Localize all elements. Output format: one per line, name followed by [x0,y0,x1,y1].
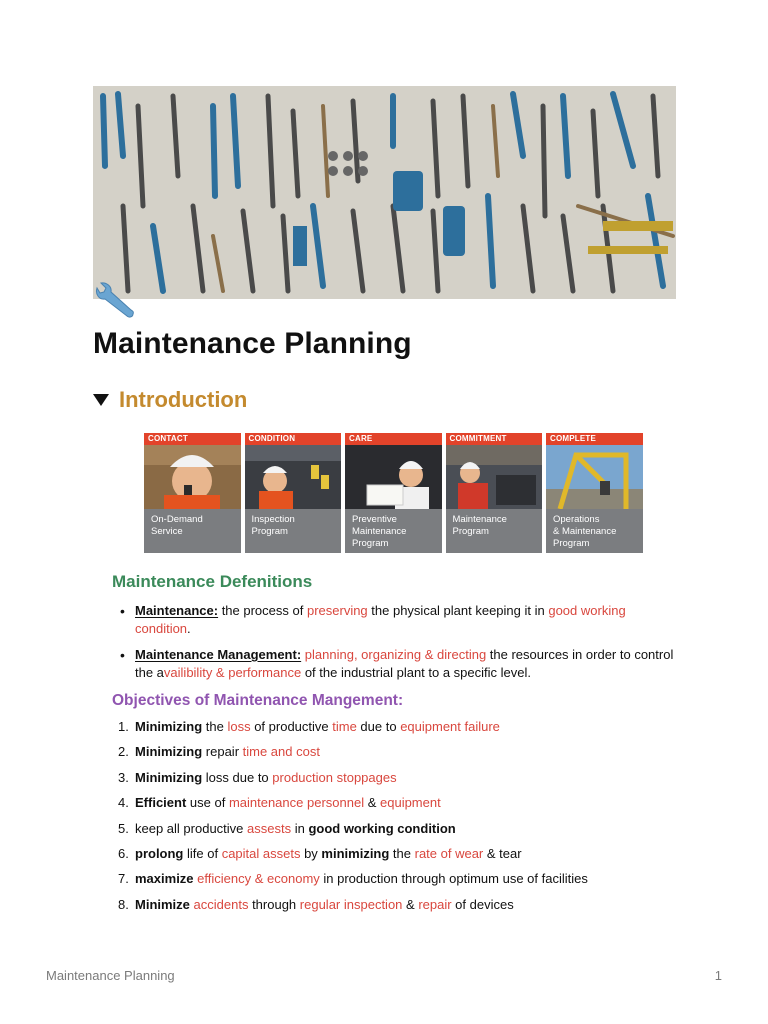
highlighted-text: regular inspection [299,896,403,912]
card-caption: Maintenance Program [446,509,543,553]
highlighted-text: good working condition [135,603,626,636]
text-run: the [389,845,415,861]
bold-text: Minimizing [135,769,203,785]
highlighted-text: equipment failure [400,719,500,734]
text-run: the physical plant keeping it in [367,603,549,618]
card-contact [144,433,241,553]
highlighted-text: planning, organizing & directing [304,647,487,662]
item-text [135,846,522,861]
definition-item [112,602,682,638]
item-text [135,744,320,759]
card-condition [245,433,342,553]
list-item [112,769,682,794]
highlighted-text: repair [418,896,452,912]
text-run: of the industrial plant to a specific level. [301,665,531,680]
list-item [112,743,682,768]
text-run: & tear [483,845,522,861]
item-number: 1. [118,719,129,734]
definitions-list [112,602,682,682]
item-text [135,719,500,734]
list-item [112,718,682,743]
item-text [135,795,441,810]
card-header: COMPLETE [546,433,643,445]
text-run: . [187,621,191,636]
card-commitment [446,433,543,553]
item-number: 2. [118,744,129,760]
card-complete [546,433,643,553]
card-caption: Preventive Maintenance Program [345,509,442,553]
item-number: 4. [118,795,129,811]
service-cards [144,433,643,553]
card-photo [245,445,342,509]
highlighted-text: preserving [306,603,368,618]
card-photo [546,445,643,509]
text-run: in production through optimum use of facilities [319,871,588,887]
content [112,570,682,921]
text-run: & [364,795,380,811]
highlighted-text: time and cost [242,744,320,760]
card-photo [144,445,241,509]
text-run: due to [356,719,401,734]
highlighted-text: accidents [193,896,249,912]
bold-text: Minimize [135,896,190,912]
highlighted-text: assests [247,820,292,836]
highlighted-text: capital assets [221,845,301,861]
text-run: by [300,845,322,861]
page-title: Maintenance Planning [93,327,412,360]
list-item [112,896,682,921]
bold-text: prolong [135,845,184,861]
introduction-toggle[interactable] [93,384,247,416]
text-run: use of [186,795,229,811]
highlighted-text: efficiency & economy [197,871,320,887]
card-header: CONDITION [245,433,342,445]
bold-text: maximize [135,871,194,887]
footer-title: Maintenance Planning [46,968,175,983]
card-photo [345,445,442,509]
text-run: life of [183,845,222,861]
definition-term: Maintenance: [135,603,219,618]
wrench-icon [93,280,143,320]
text-run: through [248,896,300,912]
highlighted-text: rate of wear [414,845,484,861]
list-item [112,794,682,819]
highlighted-text: maintenance personnel [228,795,365,811]
text-run: loss due to [202,769,273,785]
text-run: & [402,896,419,912]
highlighted-text: vailibility & performance [163,665,302,680]
highlighted-text: loss [227,719,251,734]
text-run: the [202,719,228,734]
item-number: 3. [118,769,129,785]
text-run: the resources in order to control the a [135,647,674,680]
definition-item [112,646,682,682]
highlighted-text: production stoppages [272,769,397,785]
bold-text: minimizing [321,845,390,861]
card-header: COMMITMENT [446,433,543,445]
list-item [112,870,682,895]
item-text [135,897,514,912]
definitions-heading: Maintenance Defenitions [112,572,313,591]
text-run: keep all productive [135,820,248,836]
text-run: repair [202,744,243,760]
tools-photo [93,86,676,299]
bold-text: Efficient [135,795,187,811]
highlighted-text: time [332,719,357,734]
highlighted-text: equipment [380,795,441,811]
bold-text: Minimizing [135,719,203,734]
list-item [112,820,682,845]
item-text [135,770,397,785]
card-photo [446,445,543,509]
bold-text: good working condition [308,820,456,836]
item-number: 8. [118,896,129,912]
card-care [345,433,442,553]
card-header: CONTACT [144,433,241,445]
tools-banner-image [93,86,676,299]
objectives-list [112,718,682,921]
section-title: Introduction [119,387,248,412]
item-number: 6. [118,845,129,861]
card-caption: Operations & Maintenance Program [546,509,643,553]
text-run: of productive [250,719,333,734]
text-run: of devices [451,896,514,912]
list-item [112,845,682,870]
item-number: 7. [118,871,129,887]
page-number: 1 [714,968,722,983]
text-run: in [291,820,309,836]
definition-term: Maintenance Management: [135,647,302,662]
text-run: the process of [218,603,307,618]
bold-text: Minimizing [135,744,203,760]
card-caption: On-Demand Service [144,509,241,553]
objectives-heading: Objectives of Maintenance Mangement: [112,692,404,709]
item-number: 5. [118,820,129,836]
item-text [135,821,456,836]
card-header: CARE [345,433,442,445]
triangle-down-icon[interactable] [93,394,109,406]
card-caption: Inspection Program [245,509,342,553]
item-text [135,871,588,886]
